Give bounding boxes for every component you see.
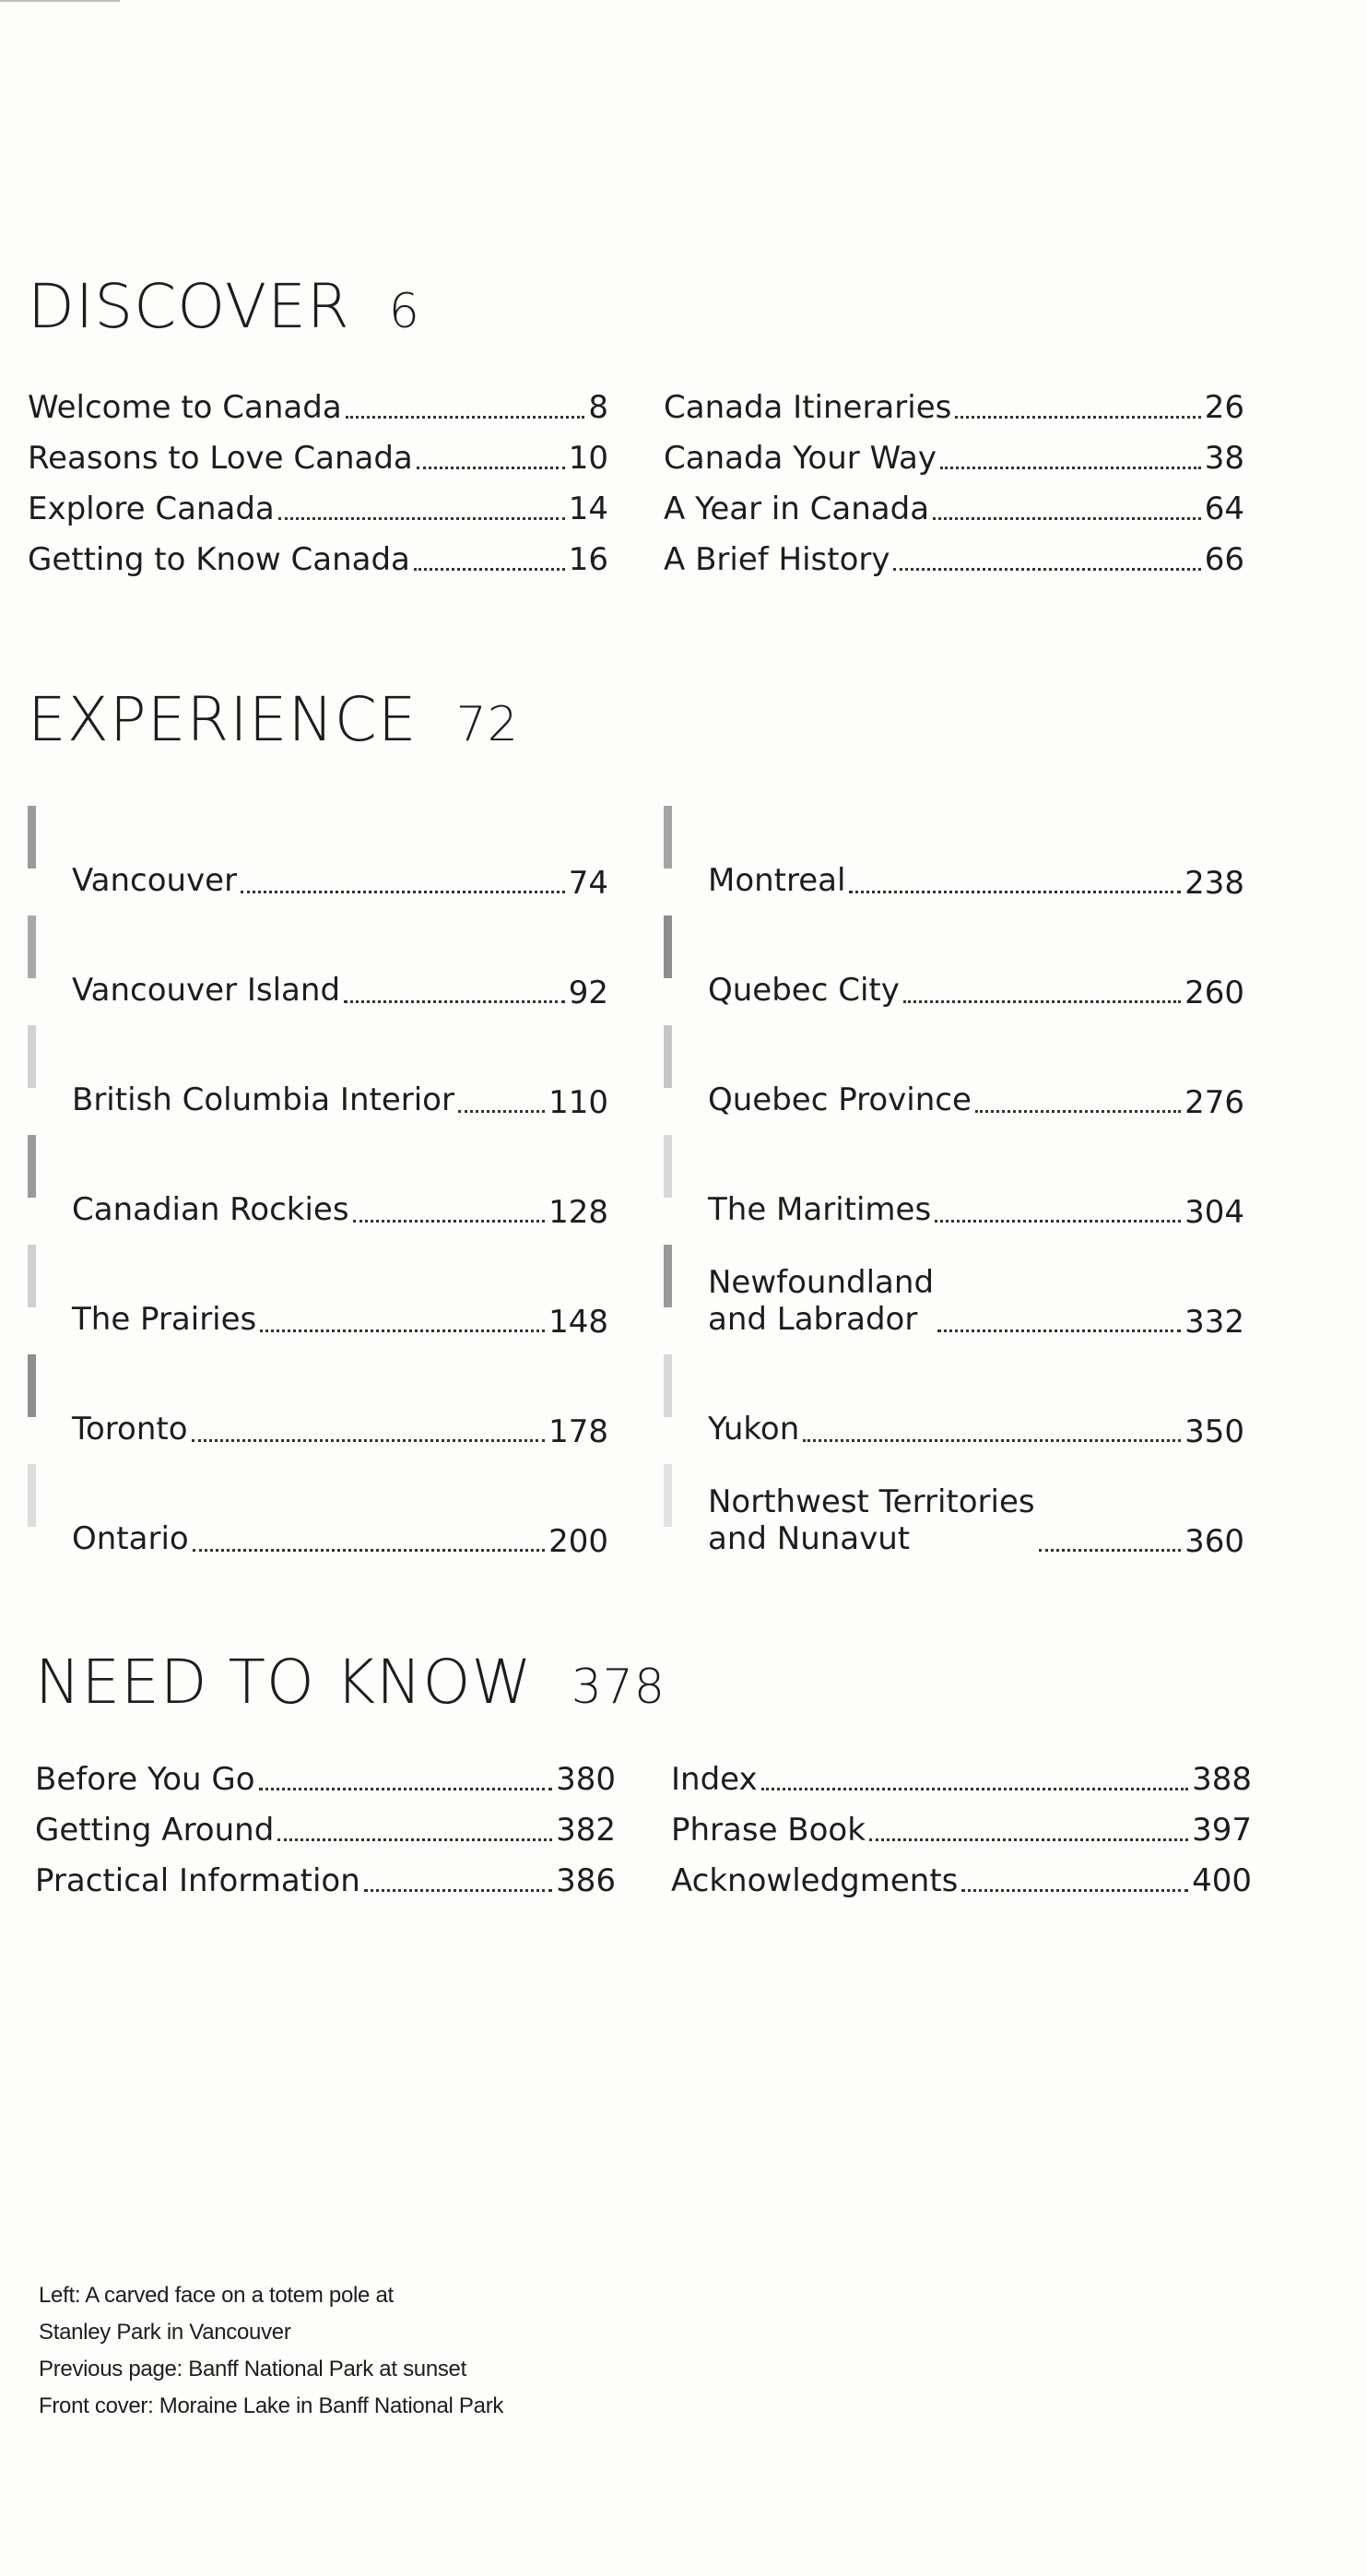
chapter-color-bar — [28, 916, 36, 978]
leader-dots — [414, 568, 565, 571]
toc-entry[interactable] — [28, 916, 608, 1025]
toc-entry[interactable] — [28, 1245, 608, 1354]
leader-dots — [893, 568, 1200, 571]
toc-entry-title: Quebec Province — [708, 1081, 972, 1118]
toc-entry-title-block — [72, 1411, 188, 1448]
toc-entry-line — [72, 972, 608, 1025]
toc-column-right — [664, 382, 1244, 585]
toc-entry[interactable] — [28, 1464, 608, 1574]
toc-entry[interactable] — [664, 1025, 1244, 1135]
toc-entry-title: Acknowledgments — [671, 1861, 959, 1899]
chapter-color-bar — [664, 1354, 672, 1417]
toc-entry-title-block — [72, 862, 237, 899]
toc-entry-page: 74 — [568, 865, 608, 902]
toc-entry-title: Phrase Book — [671, 1811, 866, 1849]
toc-entry-line — [708, 972, 1244, 1025]
toc-entry[interactable] — [671, 1804, 1252, 1855]
section-page-number: 72 — [455, 697, 519, 752]
toc-entry-line — [708, 1411, 1244, 1464]
toc-entry-page: 304 — [1184, 1194, 1244, 1231]
toc-entry-page: 10 — [568, 439, 608, 477]
toc-entry-title: Quebec City — [708, 972, 900, 1009]
leader-dots — [241, 891, 565, 893]
leader-dots — [278, 517, 565, 520]
chapter-color-bar — [664, 806, 672, 869]
toc-entry[interactable] — [28, 432, 608, 483]
toc-entry[interactable] — [35, 1804, 616, 1855]
leader-dots — [903, 1000, 1181, 1003]
toc-entry[interactable] — [28, 382, 608, 432]
toc-entry-page: 128 — [548, 1194, 608, 1231]
toc-entry-page: 350 — [1184, 1413, 1244, 1450]
toc-entry[interactable] — [28, 1354, 608, 1464]
toc-entry-line — [708, 862, 1244, 916]
toc-entry-title-block — [708, 1081, 972, 1118]
toc-entry[interactable] — [28, 1025, 608, 1135]
toc-column-left — [28, 806, 608, 1574]
toc-entry[interactable] — [28, 1135, 608, 1245]
toc-entry-page: 110 — [548, 1084, 608, 1121]
section-experience — [28, 684, 1244, 1574]
toc-entry-page: 92 — [568, 975, 608, 1011]
toc-entry-title: Canadian Rockies — [72, 1191, 349, 1228]
toc-entry-page: 388 — [1192, 1760, 1252, 1798]
toc-entry-title: Practical Information — [35, 1861, 360, 1899]
leader-dots — [417, 467, 565, 469]
toc-entry-title: The Maritimes — [708, 1191, 932, 1228]
toc-entry-page: 178 — [548, 1413, 608, 1450]
toc-entry-page: 332 — [1184, 1304, 1244, 1341]
toc-entry-line — [72, 1411, 608, 1464]
toc-entry-page: 8 — [588, 388, 608, 426]
toc-entry-title: Canada Itineraries — [664, 388, 952, 426]
caption-line: Previous page: Banff National Park at sunset — [39, 2357, 466, 2381]
toc-entry-line — [708, 1264, 1244, 1354]
toc-entry-title: Explore Canada — [28, 490, 275, 527]
leader-dots — [761, 1788, 1188, 1790]
toc-entry-title: and Labrador — [708, 1301, 918, 1338]
toc-entry-title: Index — [671, 1760, 758, 1798]
caption-line: Stanley Park in Vancouver — [39, 2320, 291, 2345]
leader-dots — [1039, 1549, 1182, 1552]
toc-entry-title: A Brief History — [664, 540, 890, 578]
toc-entry-title: Getting to Know Canada — [28, 540, 410, 578]
top-rule — [0, 0, 120, 2]
section-title: NEED TO KNOW — [35, 1647, 533, 1718]
toc-entry[interactable] — [664, 1135, 1244, 1245]
toc-entry[interactable] — [664, 1245, 1244, 1354]
toc-entry-line — [72, 1301, 608, 1354]
leader-dots — [277, 1838, 552, 1841]
leader-dots — [961, 1889, 1188, 1892]
chapter-color-bar — [28, 1025, 36, 1088]
caption-line: Front cover: Moraine Lake in Banff National Park — [39, 2393, 504, 2418]
leader-dots — [803, 1439, 1181, 1442]
section-need-to-know — [35, 1647, 1252, 1906]
toc-entry[interactable] — [664, 916, 1244, 1025]
toc-entry-title: British Columbia Interior — [72, 1081, 454, 1118]
section-discover — [28, 271, 1244, 585]
toc-column-left — [35, 1754, 616, 1906]
toc-entry-title-block — [72, 1081, 454, 1118]
toc-entry-page: 14 — [568, 490, 608, 527]
chapter-color-bar — [28, 1464, 36, 1527]
toc-entry-title-block — [708, 1264, 934, 1338]
toc-entry-title: The Prairies — [72, 1301, 257, 1338]
toc-entry-page: 260 — [1184, 975, 1244, 1011]
toc-entry[interactable] — [28, 534, 608, 585]
toc-entry[interactable] — [671, 1855, 1252, 1906]
toc-entry-title: Welcome to Canada — [28, 388, 342, 426]
toc-entry-line — [72, 1520, 608, 1574]
toc-entry-line — [72, 862, 608, 916]
toc-entry-title-block — [708, 1483, 1035, 1557]
chapter-color-bar — [664, 1245, 672, 1307]
leader-dots — [933, 517, 1201, 520]
toc-entry-page: 148 — [548, 1304, 608, 1341]
toc-entry-page: 16 — [568, 540, 608, 578]
chapter-color-bar — [28, 806, 36, 869]
leader-dots — [353, 1220, 546, 1223]
toc-entry[interactable] — [664, 432, 1244, 483]
toc-entry-title-line1: Northwest Territories — [708, 1483, 1035, 1520]
leader-dots — [344, 1000, 565, 1003]
toc-entry-title: and Nunavut — [708, 1520, 911, 1557]
toc-entry-title: Before You Go — [35, 1760, 255, 1798]
chapter-color-bar — [28, 1354, 36, 1417]
toc-entry-page: 66 — [1204, 540, 1244, 578]
toc-entry[interactable] — [664, 382, 1244, 432]
toc-entry-line — [708, 1191, 1244, 1245]
toc-entry-line — [708, 1483, 1244, 1574]
photo-caption — [39, 2277, 503, 2425]
toc-entry-title-line1: Newfoundland — [708, 1264, 935, 1301]
toc-entry[interactable] — [664, 483, 1244, 534]
toc-entry-title-block — [72, 1520, 189, 1557]
toc-entry-title-block — [72, 1191, 349, 1228]
toc-entry-line — [708, 1081, 1244, 1135]
leader-dots — [940, 467, 1201, 469]
toc-entry-line — [72, 1191, 608, 1245]
toc-entry-title-block — [708, 1191, 931, 1228]
toc-entry[interactable] — [35, 1754, 616, 1804]
chapter-color-bar — [664, 1464, 672, 1527]
section-page-number: 6 — [388, 284, 420, 339]
leader-dots — [937, 1329, 1181, 1332]
toc-entry[interactable] — [28, 806, 608, 916]
toc-entry-page: 276 — [1184, 1084, 1244, 1121]
leader-dots — [869, 1838, 1188, 1841]
leader-dots — [346, 416, 585, 419]
toc-entry-title: Ontario — [72, 1520, 189, 1557]
toc-entry-title-block — [72, 972, 340, 1009]
toc-entry-title: Canada Your Way — [664, 439, 937, 477]
leader-dots — [935, 1220, 1181, 1223]
toc-entry-page: 400 — [1192, 1861, 1252, 1899]
toc-entry[interactable] — [664, 534, 1244, 585]
chapter-color-bar — [664, 1025, 672, 1088]
leader-dots — [193, 1549, 545, 1552]
leader-dots — [849, 891, 1181, 893]
toc-entry[interactable] — [664, 1354, 1244, 1464]
leader-dots — [260, 1329, 545, 1332]
toc-entry-title: Yukon — [708, 1411, 800, 1448]
leader-dots — [259, 1788, 553, 1790]
toc-entry-page: 386 — [556, 1861, 616, 1899]
toc-column-right — [664, 806, 1244, 1574]
toc-entry-page: 64 — [1204, 490, 1244, 527]
toc-entry-title: A Year in Canada — [664, 490, 930, 527]
toc-entry-title-block — [708, 972, 900, 1009]
toc-entry-page: 397 — [1192, 1811, 1252, 1849]
toc-entry-title-block — [72, 1301, 256, 1338]
leader-dots — [955, 416, 1200, 419]
chapter-color-bar — [28, 1135, 36, 1198]
section-heading — [28, 684, 1244, 755]
toc-entry[interactable] — [35, 1855, 616, 1906]
leader-dots — [364, 1889, 552, 1892]
toc-entry-title: Vancouver Island — [72, 972, 341, 1009]
toc-entry-title-block — [708, 1411, 799, 1448]
caption-line: Left: A carved face on a totem pole at — [39, 2283, 394, 2308]
section-page-number: 378 — [571, 1660, 666, 1715]
chapter-color-bar — [28, 1245, 36, 1307]
toc-entry-page: 382 — [556, 1811, 616, 1849]
toc-entry-page: 38 — [1204, 439, 1244, 477]
toc-entry-page: 360 — [1184, 1523, 1244, 1560]
toc-entry-title: Montreal — [708, 862, 846, 899]
leader-dots — [458, 1110, 545, 1113]
section-heading — [28, 271, 1244, 342]
toc-entry[interactable] — [664, 1464, 1244, 1574]
toc-entry-title: Getting Around — [35, 1811, 275, 1849]
toc-entry[interactable] — [28, 483, 608, 534]
toc-entry[interactable] — [664, 806, 1244, 916]
chapter-color-bar — [664, 1135, 672, 1198]
toc-entry-page: 238 — [1184, 865, 1244, 902]
toc-column-left — [28, 382, 608, 585]
toc-entry-title: Vancouver — [72, 862, 238, 899]
toc-entry-page: 380 — [556, 1760, 616, 1798]
leader-dots — [975, 1110, 1181, 1113]
leader-dots — [192, 1439, 546, 1442]
toc-entry-line — [72, 1081, 608, 1135]
toc-entry-page: 200 — [548, 1523, 608, 1560]
section-title: DISCOVER — [28, 271, 350, 342]
toc-entry-title-block — [708, 862, 845, 899]
chapter-color-bar — [664, 916, 672, 978]
toc-column-right — [671, 1754, 1252, 1906]
toc-entry-title: Reasons to Love Canada — [28, 439, 413, 477]
section-heading — [35, 1647, 1252, 1718]
section-title: EXPERIENCE — [28, 684, 418, 755]
toc-entry[interactable] — [671, 1754, 1252, 1804]
toc-entry-title: Toronto — [72, 1411, 188, 1448]
toc-entry-page: 26 — [1204, 388, 1244, 426]
